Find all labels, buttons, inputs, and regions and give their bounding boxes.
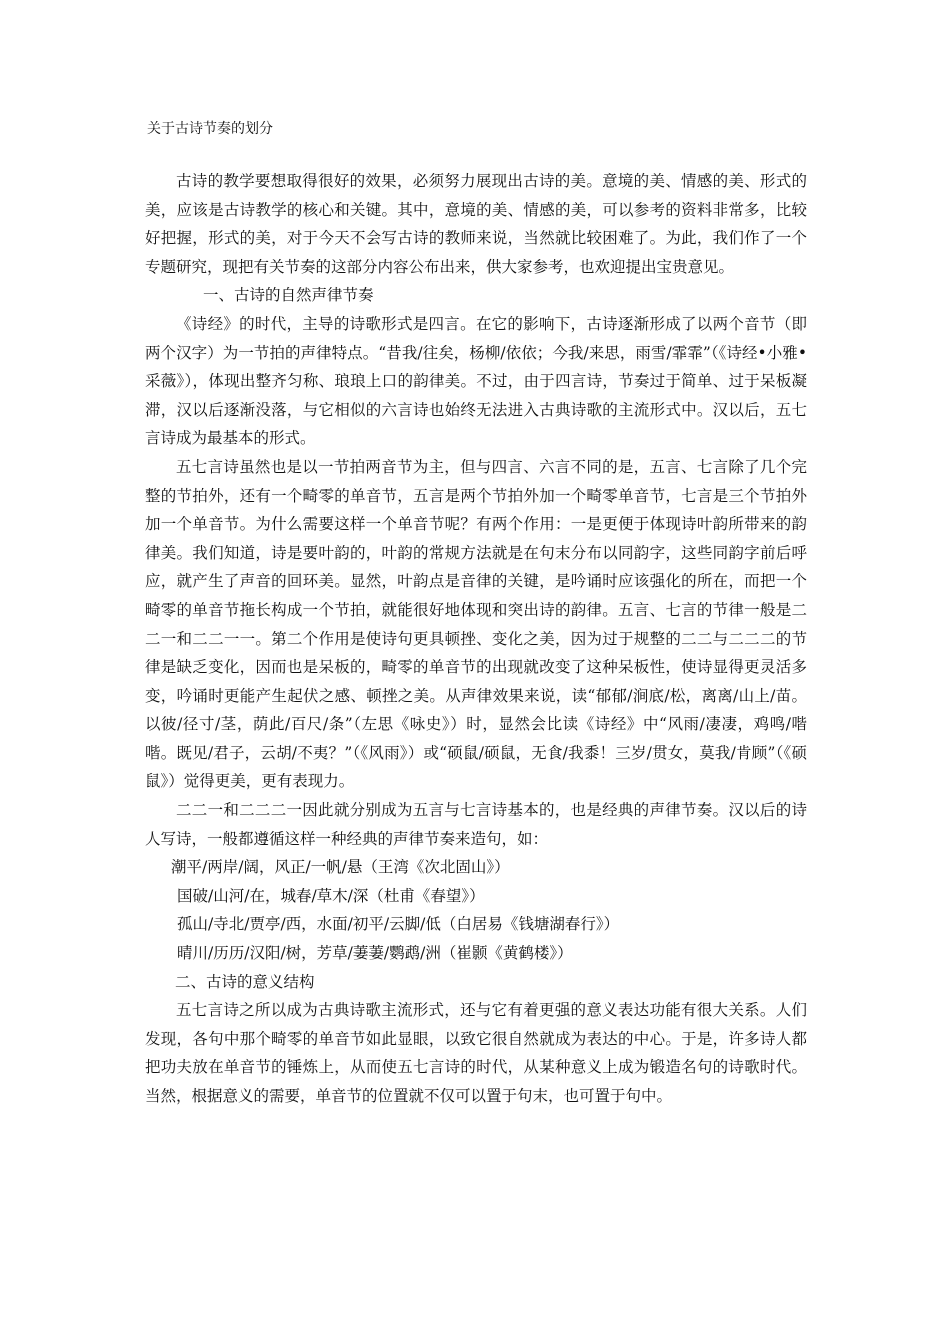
section-heading-1: 一、古诗的自然声律节奏 bbox=[203, 286, 374, 305]
section-heading-2: 二、古诗的意义结构 bbox=[175, 972, 315, 991]
paragraph-classic-rhythm: 二二一和二二二一因此就分别成为五言与七言诗基本的，也是经典的声律节奏。汉以后的诗人写诗，一般都遵循这样一种经典的声律节奏来造句，如： bbox=[145, 801, 807, 848]
paragraph-meaning-structure: 五七言诗之所以成为古典诗歌主流形式，还与它有着更强的意义表达功能有很大关系。人们发现，各句中那个畸零的单音节如此显眼，以致它很自然就成为表达的中心。于是，许多诗人都把功夫放在单音节的锤炼上，从而使五七言诗的时代，从某种意义上成为锻造名句的诗歌时代。当然，根据意义的需要，单音节的位置就不仅可以置于句末，也可置于句中。 bbox=[145, 1001, 807, 1105]
document-body bbox=[145, 167, 807, 1111]
intro-paragraph: 古诗的教学要想取得很好的效果，必须努力展现出古诗的美。意境的美、情感的美、形式的美，应该是古诗教学的核心和关键。其中，意境的美、情感的美，可以参考的资料非常多，比较好把握，形式的美，对于今天不会写古诗的教师来说，当然就比较困难了。为此，我们作了一个专题研究，现把有关节奏的这部分内容公布出来，供大家参考，也欢迎提出宝贵意见。 bbox=[145, 172, 807, 276]
example-line: 晴川/历历/汉阳/树，芳草/萋萋/鹦鹉/洲（崔颢《黄鹤楼》） bbox=[177, 944, 573, 963]
example-line: 孤山/寺北/贾亭/西，水面/初平/云脚/低（白居易《钱塘湖春行》） bbox=[177, 915, 620, 934]
example-line: 国破/山河/在，城春/草木/深（杜甫《春望》） bbox=[177, 886, 485, 905]
paragraph-wuqiyan: 五七言诗虽然也是以一节拍两音节为主，但与四言、六言不同的是，五言、七言除了几个完整的节拍外，还有一个畸零的单音节，五言是两个节拍外加一个畸零单音节，七言是三个节拍外加一个单音节。为什么需要这样一个单音节呢？有两个作用：一是更便于体现诗叶韵所带来的韵律美。我们知道，诗是要叶韵的，叶韵的常规方法就是在句末分布以同韵字，这些同韵字前后呼应，就产生了声音的回环美。显然，叶韵点是音律的关键，是吟诵时应该强化的所在，而把一个畸零的单音节拖长构成一个节拍，就能很好地体现和突出诗的韵律。五言、七言的节律一般是二二一和二二一一。第二个作用是使诗句更具顿挫、变化之美，因为过于规整的二二与二二二的节律是缺乏变化，因而也是呆板的，畸零的单音节的出现就改变了这种呆板性，使诗显得更灵活多变，吟诵时更能产生起伏之感、顿挫之美。从声律效果来说，读“郁郁/涧底/松，离离/山上/苗。以彼/径寸/茎，荫此/百尺/条”（左思《咏史》）时，显然会比读《诗经》中“风雨/凄凄，鸡鸣/喈喈。既见/君子，云胡/不夷？”（《风雨》）或“硕鼠/硕鼠，无食/我黍！三岁/贯女，莫我/肯顾”（《硕鼠》）觉得更美，更有表现力。 bbox=[145, 457, 807, 791]
paragraph-shijing: 《诗经》的时代，主导的诗歌形式是四言。在它的影响下，古诗逐渐形成了以两个音节（即两个汉字）为一节拍的声律特点。“昔我/往矣，杨柳/依依；今我/来思，雨雪/霏霏”（《诗经•小雅•采薇》），体现出整齐匀称、琅琅上口的韵律美。不过，由于四言诗，节奏过于简单、过于呆板凝滞，汉以后逐渐没落，与它相似的六言诗也始终无法进入古典诗歌的主流形式中。汉以后，五七言诗成为最基本的形式。 bbox=[145, 314, 807, 448]
document-title: 关于古诗节奏的划分 bbox=[147, 121, 273, 137]
example-line: 潮平/两岸/阔，风正/一帆/悬（王湾《次北固山》） bbox=[171, 858, 510, 877]
